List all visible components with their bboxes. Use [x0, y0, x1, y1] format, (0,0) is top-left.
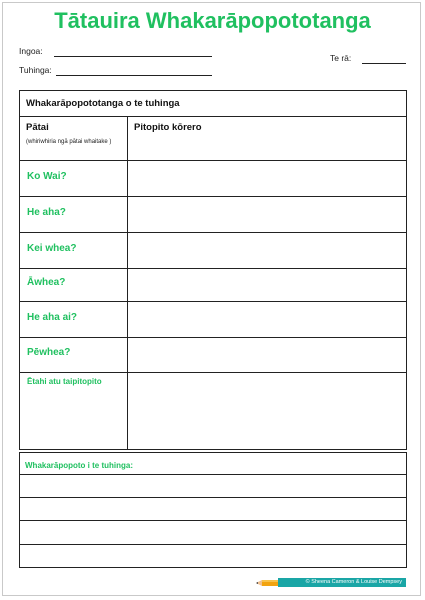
col-patai-header: Pātai [26, 122, 49, 133]
row-divider [19, 160, 407, 161]
writing-line [19, 544, 407, 545]
question-kei-whea: Kei whea? [27, 243, 77, 254]
tuhinga-field[interactable] [56, 75, 212, 76]
writing-line [19, 497, 407, 498]
row-divider [19, 196, 407, 197]
question-ko-wai: Ko Wai? [27, 171, 67, 182]
question-etahi-atu: Ētahi atu taipitopito [27, 377, 102, 386]
page-title: Tātauira Whakarāpopototanga [54, 8, 371, 33]
summary-label: Whakarāpopoto i te tuhinga: [25, 461, 133, 470]
ingoa-field[interactable] [54, 56, 212, 57]
col-pitopito-header: Pitopito kōrero [134, 122, 202, 133]
row-divider [19, 232, 407, 233]
ingoa-label: Ingoa: [19, 46, 43, 56]
table-heading: Whakarāpopototanga o te tuhinga [26, 98, 180, 109]
table-heading-divider [19, 116, 407, 117]
writing-line [19, 474, 407, 475]
column-divider [127, 116, 128, 450]
question-pewhea: Pēwhea? [27, 347, 71, 358]
row-divider [19, 301, 407, 302]
question-he-aha-ai: He aha ai? [27, 312, 78, 323]
writing-line [19, 520, 407, 521]
row-divider [19, 372, 407, 373]
te-ra-label: Te rā: [330, 53, 352, 63]
tuhinga-label: Tuhinga: [19, 65, 52, 75]
footer-credit: © Sheena Cameron & Louise Dempsey [278, 578, 406, 587]
te-ra-field[interactable] [362, 63, 406, 64]
question-awhea: Āwhea? [27, 277, 66, 288]
row-divider [19, 268, 407, 269]
question-he-aha: He aha? [27, 207, 66, 218]
col-patai-subheader: (whiriwhiria ngā pātai whaitake ) [26, 139, 112, 145]
row-divider [19, 337, 407, 338]
